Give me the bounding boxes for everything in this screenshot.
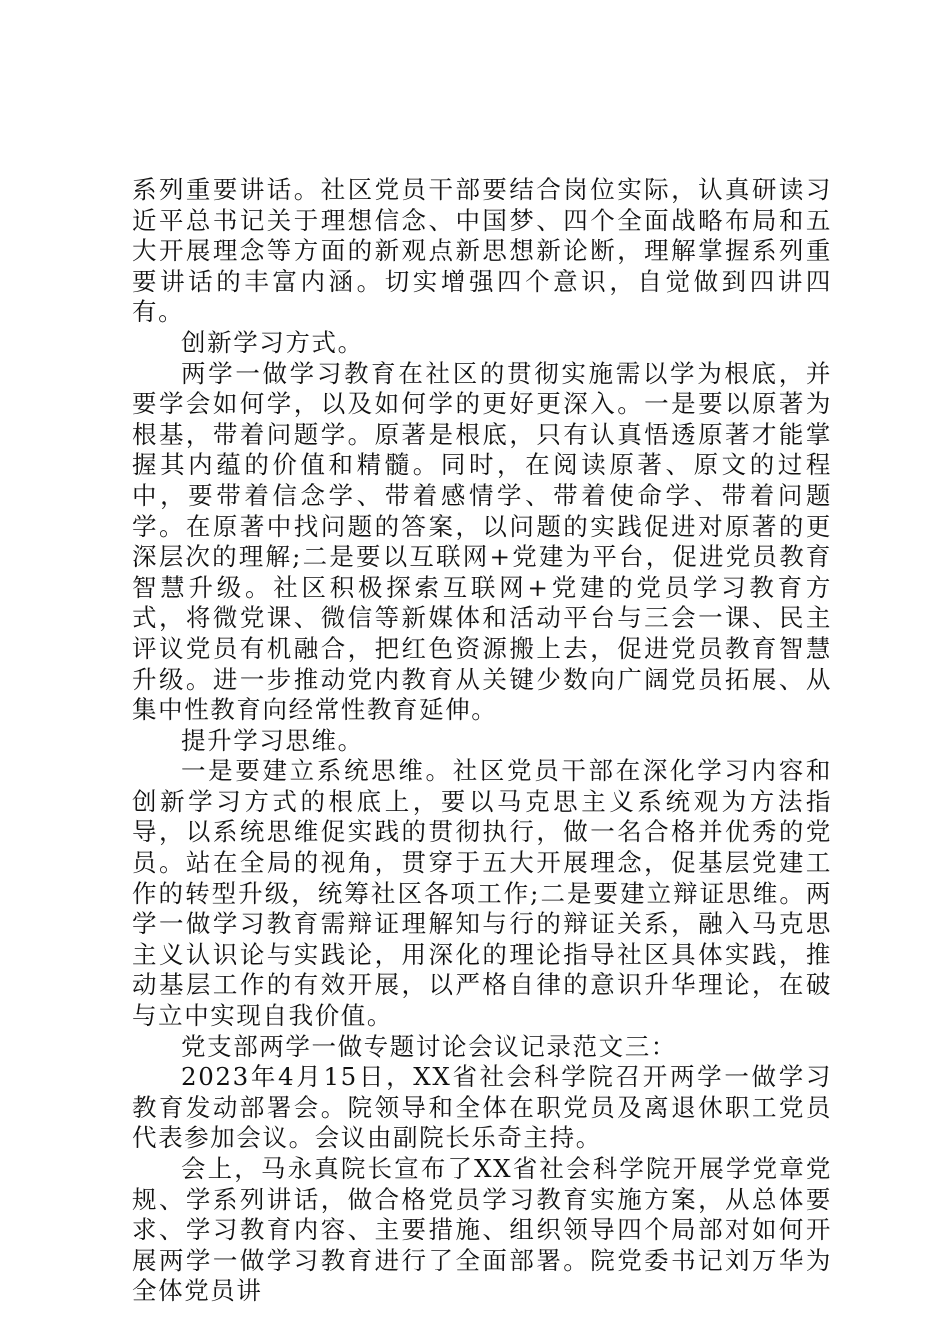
section-heading-innovate-learning: 创新学习方式。 bbox=[181, 327, 364, 357]
section-heading-sample-three: 党支部两学一做专题讨论会议记录范文三： bbox=[181, 1031, 677, 1061]
paragraph-thinking: 一是要建立系统思维。社区党员干部在深化学习内容和创新学习方式的根底上，要以马克思主义系统观为方法指导，以系统思维促实践的贯彻执行，做一名合格并优秀的党员。站在全局的视角，贯穿于五大开展理念，促基层党建工作的转型升级，统筹社区各项工作;二是要建立辩证思维。两学一做学习教育需辩证理解知与行的辩证关系，融入马克思主义认识论与实践论，用深化的理论指导社区具体实践，推动基层工作的有效开展，以严格自律的意识升华理论，在破与立中实现自我价值。 bbox=[132, 756, 832, 1031]
section-heading-improve-thinking: 提升学习思维。 bbox=[181, 725, 364, 755]
paragraph-learning-methods: 两学一做学习教育在社区的贯彻实施需以学为根底，并要学会如何学，以及如何学的更好更深入。一是要以原著为根基，带着问题学。原著是根底，只有认真悟透原著才能掌握其内蕴的价值和精髓。同时，在阅读原著、原文的过程中，要带着信念学、带着感情学、带着使命学、带着问题学。在原著中找问题的答案，以问题的实践促进对原著的更深层次的理解;二是要以互联网+党建为平台，促进党员教育智慧升级。社区积极探索互联网+党建的党员学习教育方式，将微党课、微信等新媒体和活动平台与三会一课、民主评议党员有机融合，把红色资源搬上去，促进党员教育智慧升级。进一步推动党内教育从关键少数向广阔党员拓展、从集中性教育向经常性教育延伸。 bbox=[132, 358, 832, 725]
document-body bbox=[132, 175, 832, 1307]
paragraph-meeting-content: 会上，马永真院长宣布了XX省社会科学院开展学党章党规、学系列讲话，做合格党员学习教育实施方案，从总体要求、学习教育内容、主要措施、组织领导四个局部对如何开展两学一做学习教育进行了全面部署。院党委书记刘万华为全体党员讲 bbox=[132, 1154, 832, 1306]
paragraph-meeting-date: 2023年4月15日，XX省社会科学院召开两学一做学习教育发动部署会。院领导和全体在职党员及离退休职工党员代表参加会议。会议由副院长乐奇主持。 bbox=[132, 1062, 832, 1153]
paragraph-continuation: 系列重要讲话。社区党员干部要结合岗位实际，认真研读习近平总书记关于理想信念、中国梦、四个全面战略布局和五大开展理念等方面的新观点新思想新论断，理解掌握系列重要讲话的丰富内涵。切实增强四个意识，自觉做到四讲四有。 bbox=[132, 175, 832, 327]
